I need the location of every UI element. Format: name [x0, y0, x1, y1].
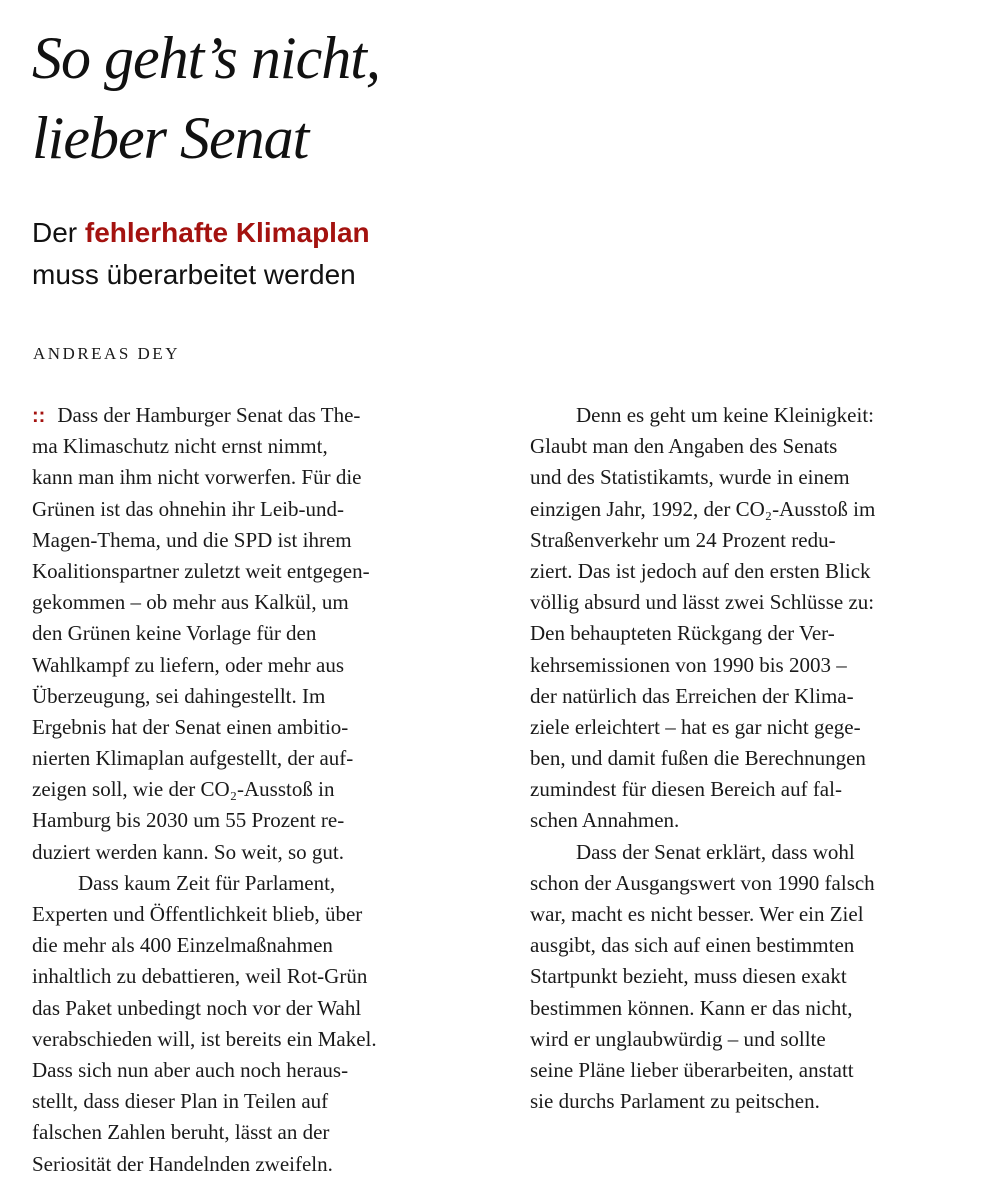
subheadline: [32, 212, 732, 296]
body-line: zeigen soll, wie der CO₂-Ausstoß in: [32, 777, 335, 802]
body-line: Experten und Öffentlichkeit blieb, über: [32, 902, 363, 926]
headline: [32, 18, 732, 178]
body-line: ma Klimaschutz nicht ernst nimmt,: [32, 434, 328, 459]
body-line: Überzeugung, sei dahingestellt. Im: [32, 683, 326, 708]
body-line: falschen Zahlen beruht, lässt an der: [32, 1120, 330, 1145]
body-line: wird er unglaubwürdig – und sollte: [530, 1026, 826, 1051]
body-line: völlig absurd und lässt zwei Schlüsse zu:: [530, 590, 875, 615]
body-line: kehrsemissionen von 1990 bis 2003 –: [530, 652, 847, 677]
body-line: schen Annahmen.: [530, 808, 680, 833]
headline-line: lieber Senat: [32, 105, 309, 171]
body-line: [32, 400, 492, 431]
body-line: Hamburg bis 2030 um 55 Prozent re-: [32, 808, 345, 833]
body-line: Grünen ist das ohnehin ihr Leib-und-: [32, 496, 345, 521]
article-body-right-column: [530, 400, 990, 1117]
body-line: verabschieden will, ist bereits ein Makel.: [32, 1026, 377, 1051]
body-line: gekommen – ob mehr aus Kalkül, um: [32, 590, 349, 615]
body-line: der natürlich das Erreichen der Klima-: [530, 683, 854, 708]
body-line: Straßenverkehr um 24 Prozent redu-: [530, 527, 836, 552]
body-line: schon der Ausgangswert von 1990 falsch: [530, 870, 875, 895]
body-line: Magen-Thema, und die SPD ist ihrem: [32, 527, 352, 552]
body-line: die mehr als 400 Einzelmaßnahmen: [32, 933, 333, 958]
body-line: den Grünen keine Vorlage für den: [32, 621, 317, 646]
body-line: Glaubt man den Angaben des Senats: [530, 434, 838, 459]
body-line: seine Pläne lieber überarbeiten, anstatt: [530, 1057, 854, 1082]
body-line: kann man ihm nicht vorwerfen. Für die: [32, 465, 362, 490]
body-line: ben, und damit fußen die Berechnungen: [530, 746, 866, 771]
paragraph-marker-icon: ::: [32, 405, 46, 427]
body-line: Dass kaum Zeit für Parlament,: [78, 870, 336, 895]
body-line: das Paket unbedingt noch vor der Wahl: [32, 995, 362, 1020]
body-line: ausgibt, das sich auf einen bestimmten: [530, 933, 855, 958]
body-line: Seriosität der Handelnden zweifeln.: [32, 1151, 333, 1176]
body-line: einzigen Jahr, 1992, der CO₂-Ausstoß im: [530, 496, 876, 521]
body-line: zumindest für diesen Bereich auf fal-: [530, 777, 842, 802]
body-line: Dass der Senat erklärt, dass wohl: [576, 839, 855, 864]
subhead-highlight: fehlerhafte Klimaplan: [84, 217, 370, 248]
body-line: Dass sich nun aber auch noch heraus-: [32, 1057, 349, 1082]
body-line: Startpunkt bezieht, muss diesen exakt: [530, 964, 847, 989]
body-line: duziert werden kann. So weit, so gut.: [32, 839, 345, 864]
body-line: war, macht es nicht besser. Wer ein Ziel: [530, 902, 864, 926]
body-line: Den behaupteten Rückgang der Ver-: [530, 621, 835, 646]
author-byline: ANDREAS DEY: [33, 344, 180, 363]
subhead-prefix: Der: [32, 217, 85, 248]
body-line: Wahlkampf zu liefern, oder mehr aus: [32, 652, 345, 677]
body-line: nierten Klimaplan aufgestellt, der auf-: [32, 746, 354, 771]
subhead-line2: muss überarbeitet werden: [32, 259, 356, 290]
body-line: stellt, dass dieser Plan in Teilen auf: [32, 1089, 329, 1114]
body-line: und des Statistikamts, wurde in einem: [530, 465, 850, 490]
body-line: sie durchs Parlament zu peitschen.: [530, 1089, 820, 1114]
article-body-left-column: [32, 400, 492, 1180]
body-line: bestimmen können. Kann er das nicht,: [530, 995, 853, 1020]
body-line: Koalitionspartner zuletzt weit entgegen-: [32, 558, 370, 583]
body-line: Denn es geht um keine Kleinigkeit:: [576, 403, 875, 427]
body-line: ziert. Das ist jedoch auf den ersten Blick: [530, 558, 871, 583]
body-line: ziele erleichtert – hat es gar nicht gege-: [530, 714, 861, 739]
body-text: Dass der Hamburger Senat das The-: [57, 403, 361, 427]
body-line: Ergebnis hat der Senat einen ambitio-: [32, 714, 349, 739]
body-line: inhaltlich zu debattieren, weil Rot-Grün: [32, 964, 368, 989]
headline-line: So geht’s nicht,: [32, 25, 380, 91]
